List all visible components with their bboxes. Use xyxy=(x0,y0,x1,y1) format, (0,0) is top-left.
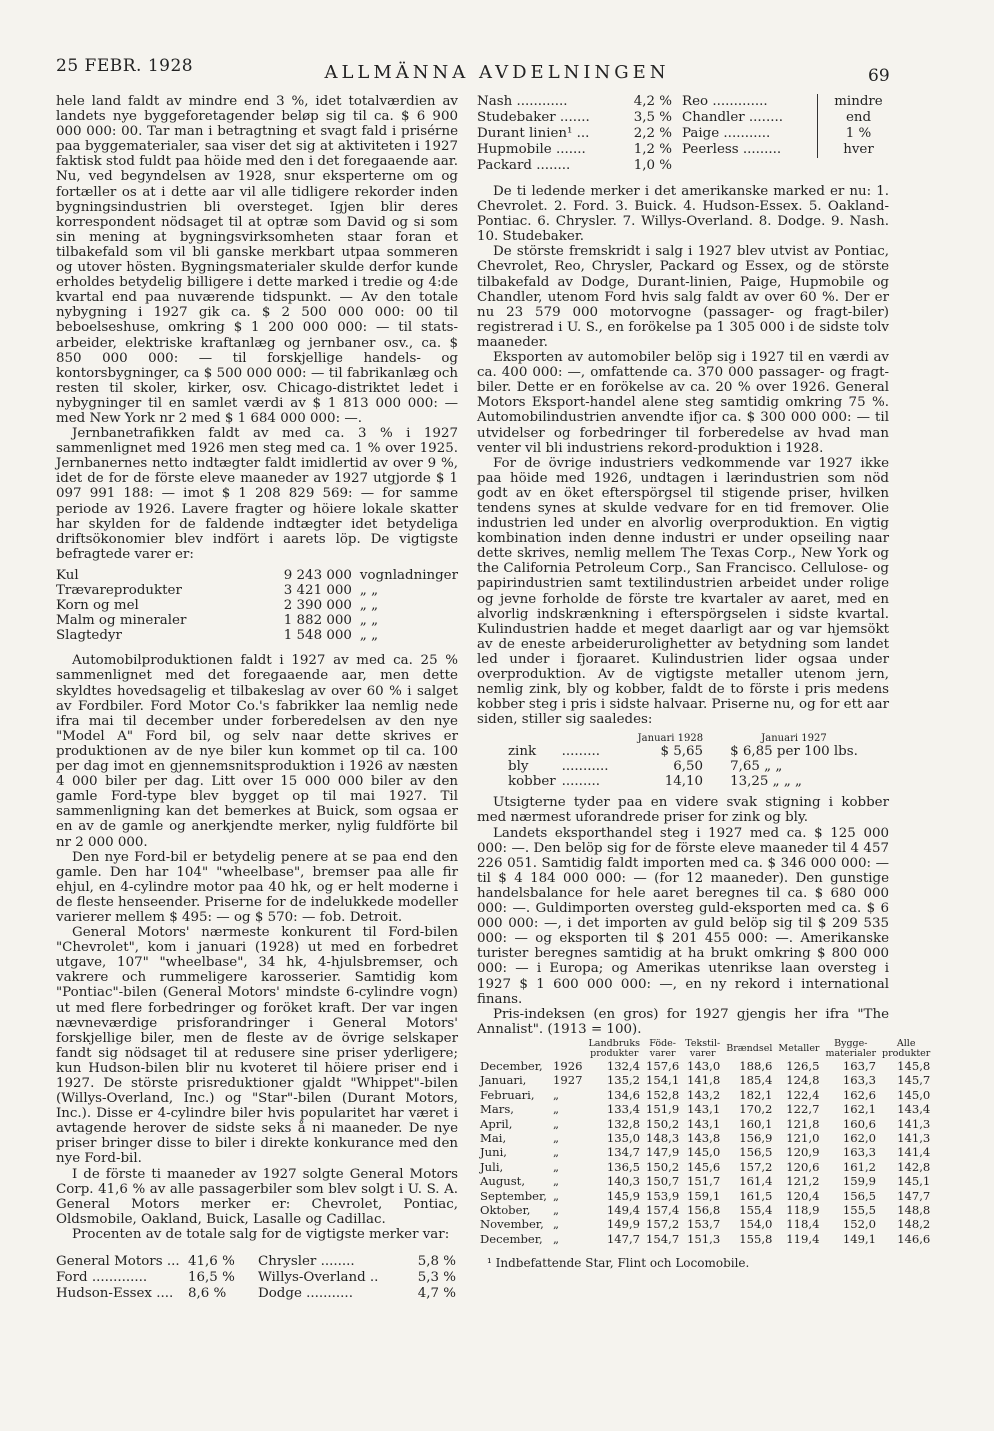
price-value: 148,8 xyxy=(897,1202,931,1217)
price-month: Februari, xyxy=(480,1087,535,1102)
price-value: 145,8 xyxy=(897,1058,931,1073)
metal-1927: $ 6,85 per 100 lbs. xyxy=(730,744,858,760)
brand-name: Reo ............. xyxy=(682,94,768,109)
price-row xyxy=(477,1160,933,1174)
price-value: 120,6 xyxy=(786,1159,820,1174)
brand-name: Peerless ......... xyxy=(682,142,782,157)
price-value: 160,1 xyxy=(739,1116,773,1131)
freight-unit: „ „ xyxy=(359,613,379,629)
metal-name: kobber xyxy=(508,774,556,790)
price-value: 156,5 xyxy=(842,1188,877,1203)
price-value: 162,6 xyxy=(842,1087,877,1102)
price-col-header: Alle produkter xyxy=(882,1037,931,1059)
metal-1927: 7,65 „ „ xyxy=(730,759,783,775)
price-value: 150,7 xyxy=(646,1174,680,1189)
price-value: 143,2 xyxy=(687,1087,721,1102)
share-brand: Hudson-Essex .... xyxy=(56,1286,174,1302)
price-value: 121,2 xyxy=(786,1174,820,1189)
price-value: 143,8 xyxy=(687,1130,721,1145)
price-year: „ xyxy=(552,1217,559,1232)
price-value: 121,8 xyxy=(786,1116,820,1131)
freight-row xyxy=(56,583,458,598)
price-value: 154,0 xyxy=(739,1217,773,1232)
price-value: 122,7 xyxy=(786,1102,820,1117)
price-value: 145,6 xyxy=(687,1159,721,1174)
metal-name: bly xyxy=(508,759,529,775)
paragraph-sales-progress: De störste fremskridt i salg i 1927 blev utvist av Pontiac, Chevrolet, Reo, Chrysler, Packard og Essex, og de störste tilbakefald av Dodge, Durant-linien, Paige, Hupmobile og Chandler, utenom Ford hvis salg faldt av over 60 %. Der er nu 23 579 000 motorvogne (passager- og fragt-biler) registrerad i U. S., en forökelse pa 1 305 000 i de sidste tolv maaneder. xyxy=(477,244,889,350)
price-value: 142,8 xyxy=(897,1159,931,1174)
brand-row xyxy=(477,110,672,126)
brand-name: Packard ........ xyxy=(477,158,571,173)
share-brand: Willys-Overland .. xyxy=(258,1270,379,1286)
brand-pct: 4,2 % xyxy=(633,94,672,109)
price-value: 161,4 xyxy=(739,1174,773,1189)
brand-row-small xyxy=(682,94,818,110)
price-value: 152,8 xyxy=(646,1087,680,1102)
price-value: 159,9 xyxy=(842,1174,877,1189)
brand-pct: 1,2 % xyxy=(633,142,672,157)
brand-pct: 1,0 % xyxy=(633,158,672,173)
section-title: ALLMÄNNA AVDELNINGEN xyxy=(324,62,670,83)
brand-row xyxy=(477,142,672,158)
freight-value: 2 390 000 xyxy=(283,598,352,614)
freight-value: 9 243 000 xyxy=(283,567,352,583)
price-value: 135,0 xyxy=(606,1130,641,1145)
price-month: Juli, xyxy=(480,1159,504,1174)
price-year: „ xyxy=(552,1087,559,1102)
price-value: 126,5 xyxy=(786,1058,820,1073)
price-value: 163,3 xyxy=(842,1145,877,1160)
price-value: 141,3 xyxy=(897,1130,931,1145)
price-row xyxy=(477,1088,933,1102)
price-value: 120,9 xyxy=(786,1145,820,1160)
price-value: 154,7 xyxy=(646,1231,680,1246)
price-row xyxy=(477,1217,933,1231)
brand-row-small xyxy=(682,126,818,142)
share-row xyxy=(56,1254,458,1270)
freight-table xyxy=(56,568,458,643)
price-row xyxy=(477,1232,933,1246)
paragraph-auto-production: Automobilproduktionen faldt i 1927 av med ca. 25 % sammenlignet med det foregaaende aar, men dette skyldtes hovedsagelig et tilbakeslag av over 60 % i salget av Fordbiler. Ford Motor Co.'s fabrikker laa nemlig nede ifra mai til december under forberedelsen av den nye "Model A" Ford bil, og selv naar dette skrives er produktionen av de nye biler kun kommet op til ca. 100 per dag imot en gjennemsnitsproduktion i 1926 av næsten 4 000 biler per dag. Litt over 15 000 000 biler av den gamle Ford-type blev bygget op til mai 1927. Til sammenligning kan det bemerkes at Buick, som ogsaa er en av de gamle og anerkjendte merker, nylig fuldförte bil nr 2 000 000. xyxy=(56,653,458,850)
price-value: 182,1 xyxy=(739,1087,773,1102)
price-value: 155,4 xyxy=(739,1202,773,1217)
right-column xyxy=(477,94,931,1271)
share-pct: 8,6 % xyxy=(188,1286,227,1302)
price-value: 133,4 xyxy=(606,1102,641,1117)
paragraph-gm-sales: I de förste ti maaneder av 1927 solgte General Motors Corp. 41,6 % av alle passagerbiler som blev solgt i U. S. A. General Motors merker er: Chevrolet, Pontiac, Oldsmobile, Oakland, Buick, Lasalle og Cadillac. xyxy=(56,1166,458,1227)
metal-name: zink xyxy=(508,744,537,760)
price-index-table xyxy=(477,1039,933,1246)
price-value: 149,9 xyxy=(606,1217,641,1232)
price-value: 143,1 xyxy=(687,1102,721,1117)
paragraph-copper-outlook: Utsigterne tyder paa en videre svak stigning i kobber med nærmest uforandrede priser for zink og bly. xyxy=(477,795,889,826)
price-year: „ xyxy=(552,1202,559,1217)
price-value: 149,4 xyxy=(606,1202,641,1217)
price-col-header: Föde-varer xyxy=(649,1037,676,1059)
price-value: 143,1 xyxy=(687,1116,721,1131)
paragraph-price-index-intro: Pris-indeksen (en gros) for 1927 gjengis her ifra "The Annalist". (1913 = 100). xyxy=(477,1006,889,1037)
price-col-header xyxy=(550,1039,586,1059)
brand-share-block xyxy=(477,94,889,174)
left-column xyxy=(56,94,458,1302)
share-pct: 41,6 % xyxy=(188,1254,235,1270)
brand-name: Chandler ........ xyxy=(682,110,783,125)
price-value: 161,2 xyxy=(842,1159,877,1174)
price-value: 160,6 xyxy=(842,1116,877,1131)
issue-date: 25 FEBR. 1928 xyxy=(56,56,194,76)
price-value: 147,9 xyxy=(646,1145,680,1160)
price-value: 122,4 xyxy=(786,1087,820,1102)
paragraph-trade-balance: Landets eksporthandel steg i 1927 med ca. $ 125 000 000: —. Den belöp sig for de förste eleve maaneder til 4 457 226 051. Samtidig faldt importen med ca. $ 346 000 000: — til $ 4 184 000 000: — (for 12 maaneder). Den gunstige handelsbalance for hele aaret beregnes til ca. $ 680 000 000: —. Guldimporten oversteg guld-eksporten med ca. $ 6 000 000: —, i det importen av guld belöp sig til $ 209 535 000: — og eksporten til $ 201 455 000: —. Amerikanske turister beregnes samtidig at ha brukt omkring $ 800 000 000: — i Europa; og Amerikas utenrikse laan oversteg i 1927 $ 1 600 000 000: —, en ny rekord i international finans. xyxy=(477,825,889,1007)
brand-name: Durant linien¹ ... xyxy=(477,126,590,141)
price-value: 147,7 xyxy=(897,1188,931,1203)
price-row xyxy=(477,1102,933,1116)
price-value: 145,1 xyxy=(897,1174,931,1189)
price-value: 161,5 xyxy=(739,1188,773,1203)
price-value: 157,6 xyxy=(646,1058,680,1073)
price-month: Mai, xyxy=(480,1130,507,1145)
freight-row xyxy=(56,598,458,613)
price-value: 118,4 xyxy=(786,1217,820,1232)
share-brand: Ford ............. xyxy=(56,1270,148,1286)
price-row xyxy=(477,1203,933,1217)
price-row xyxy=(477,1059,933,1073)
metal-row xyxy=(505,774,861,789)
price-value: 132,8 xyxy=(606,1116,641,1131)
price-row xyxy=(477,1145,933,1159)
price-month: December, xyxy=(480,1058,543,1073)
freight-unit: „ „ xyxy=(359,598,379,614)
price-value: 118,9 xyxy=(786,1202,820,1217)
price-value: 151,9 xyxy=(646,1102,680,1117)
page-number: 69 xyxy=(868,66,890,86)
price-value: 153,7 xyxy=(687,1217,721,1232)
price-col-header: Bygge-materialer xyxy=(825,1037,877,1059)
price-value: 163,7 xyxy=(842,1058,877,1073)
metal-1928: 6,50 xyxy=(673,759,704,775)
brace-note: mindre end 1 % hver xyxy=(834,94,883,157)
price-month: Oktober, xyxy=(480,1202,531,1217)
freight-item: Malm og mineraler xyxy=(56,613,187,629)
price-year: „ xyxy=(552,1145,559,1160)
price-value: 143,4 xyxy=(897,1102,931,1117)
price-value: 135,2 xyxy=(606,1073,641,1088)
price-value: 151,3 xyxy=(687,1231,721,1246)
price-month: Mars, xyxy=(480,1102,514,1117)
share-row xyxy=(56,1270,458,1286)
share-pct: 16,5 % xyxy=(188,1270,235,1286)
paragraph-auto-export: Eksporten av automobiler belöp sig i 1927 til en værdi av ca. 400 000: —, omfattende ca. 370 000 passager- og fragt-biler. Dette er en forökelse av ca. 20 % over 1926. General Motors Eksport-handel alene steg samtidig omkring 75 %. Automobilindustrien anvendte ifjor ca. $ 300 000 000: — til utvidelser og forbedringer til forberedelse av hvad man venter vil bli industriens rekord-produktion i 1928. xyxy=(477,350,889,456)
price-value: 149,1 xyxy=(842,1231,877,1246)
metal-1927: 13,25 „ „ „ xyxy=(730,774,802,790)
brand-name: Paige ........... xyxy=(682,126,771,141)
price-row xyxy=(477,1189,933,1203)
price-value: 120,4 xyxy=(786,1188,820,1203)
price-value: 155,5 xyxy=(842,1202,877,1217)
brand-pct: 3,5 % xyxy=(633,110,672,125)
brand-name: Studebaker ....... xyxy=(477,110,590,125)
price-value: 154,1 xyxy=(646,1073,680,1088)
price-value: 124,8 xyxy=(786,1073,820,1088)
price-col-header: Metaller xyxy=(778,1042,820,1054)
price-year: „ xyxy=(552,1174,559,1189)
price-value: 121,0 xyxy=(786,1130,820,1145)
share-pct: 4,7 % xyxy=(417,1286,456,1302)
share-brand: General Motors ... xyxy=(56,1254,180,1270)
freight-unit: „ „ xyxy=(359,628,379,644)
share-brand: Chrysler ........ xyxy=(258,1254,355,1270)
price-value: 145,9 xyxy=(606,1188,641,1203)
price-value: 134,6 xyxy=(606,1087,641,1102)
metal-dots: ......... xyxy=(561,744,600,760)
freight-row xyxy=(56,568,458,583)
price-value: 143,0 xyxy=(687,1058,721,1073)
brand-row-small xyxy=(682,142,818,158)
price-year: „ xyxy=(552,1130,559,1145)
share-pct: 5,8 % xyxy=(417,1254,456,1270)
brand-pct: 2,2 % xyxy=(633,126,672,141)
price-year: „ xyxy=(552,1188,559,1203)
paragraph-new-ford: Den nye Ford-bil er betydelig penere at se paa end den gamle. Den har 104" "wheelbase", bremser paa alle fir ehjul, en 4-cylindre motor paa 40 hk, og er helt moderne i de fleste henseender. Priserne for de indelukkede modeller varierer mellem $ 495: — og $ 570: — fob. Detroit. xyxy=(56,849,458,925)
price-value: 140,3 xyxy=(606,1174,641,1189)
price-year: 1927 xyxy=(552,1073,583,1088)
footnote: ¹ Indbefattende Star, Flint och Locomobile. xyxy=(487,1256,750,1271)
price-year: „ xyxy=(552,1116,559,1131)
price-value: 162,0 xyxy=(842,1130,877,1145)
market-share-table xyxy=(56,1254,458,1302)
price-month: Januari, xyxy=(480,1073,527,1088)
price-value: 159,1 xyxy=(687,1188,721,1203)
freight-unit: vognladninger xyxy=(359,567,458,583)
price-value: 188,6 xyxy=(739,1058,773,1073)
price-value: 162,1 xyxy=(842,1102,877,1117)
paragraph-other-industries: For de övrige industriers vedkommende var 1927 ikke paa höide med 1926, undtagen i lærindustrien som nöd godt av en öket efterspörgsel til stigende priser, hvilken tendens synes at skulde vedvare for en tid fremover. Olie industrien led under en alvorlig overproduktion. En vigtig kombination inden denne industri er under opseiling naar dette skrives, nemlig mellem The Texas Corp., New York og the California Petroleum Corp., San Francisco. Cellulose- og papirindustrien samt textilindustrien arbeidet under rolige og jevne forholde de förste tre kvartaler av aaret, med en alvorlig indskrænkning i efterspörgselen i sidste kvartal. Kulindustrien hadde et meget daarligt aar og var hjemsökt av de eneste arbeiderurolighetter av betydning som landet led under i fjoraaret. Kulindustrien lider ogsaa under overproduktion. Av de vigtigste metaller utenom jern, nemlig zink, bly og kobber, faldt de to förste i pris medens kobber steg i pris i sidste halvaar. Priserne nu, og for ett aar siden, stiller sig saaledes: xyxy=(477,455,889,728)
price-value: 153,9 xyxy=(646,1188,680,1203)
freight-unit: „ „ xyxy=(359,583,379,598)
price-value: 170,2 xyxy=(739,1102,773,1117)
price-month: April, xyxy=(480,1116,513,1131)
freight-item: Trævareprodukter xyxy=(56,583,182,598)
freight-value: 1 548 000 xyxy=(283,628,352,644)
price-value: 156,5 xyxy=(739,1145,773,1160)
freight-row xyxy=(56,613,458,628)
metal-row xyxy=(505,744,861,759)
price-month: Juni, xyxy=(480,1145,507,1160)
metal-dots: ........... xyxy=(561,759,609,775)
price-value: 119,4 xyxy=(786,1231,820,1246)
brand-row xyxy=(477,94,672,110)
price-month: November, xyxy=(480,1217,544,1232)
share-brand: Dodge ........... xyxy=(258,1286,353,1302)
share-pct: 5,3 % xyxy=(417,1270,456,1286)
price-month: December, xyxy=(480,1231,543,1246)
price-value: 163,3 xyxy=(842,1073,877,1088)
price-month: August, xyxy=(480,1174,526,1189)
price-row xyxy=(477,1174,933,1188)
freight-item: Korn og mel xyxy=(56,598,139,614)
price-value: 155,8 xyxy=(739,1231,773,1246)
metal-1928: $ 5,65 xyxy=(660,744,704,760)
price-year: „ xyxy=(552,1231,559,1246)
freight-value: 1 882 000 xyxy=(283,613,352,629)
price-value: 150,2 xyxy=(646,1116,680,1131)
price-value: 147,7 xyxy=(606,1231,641,1246)
price-year: „ xyxy=(552,1102,559,1117)
price-value: 136,5 xyxy=(606,1159,641,1174)
price-value: 150,2 xyxy=(646,1159,680,1174)
brand-name: Hupmobile ....... xyxy=(477,142,586,157)
price-value: 141,3 xyxy=(897,1116,931,1131)
price-value: 157,2 xyxy=(646,1217,680,1232)
price-value: 134,7 xyxy=(606,1145,641,1160)
paragraph-chevrolet: General Motors' nærmeste konkurent til Ford-bilen "Chevrolet", kom i januari (1928) ut med en forbedret utgave, 107" "wheelbase", 34 hk, 4-hjulsbremser, och vakrere och rummeligere karosserier. Samtidig kom "Pontiac"-bilen (General Motors' mindste 6-cylindre vogn) ut med flere forbedringer og foröket kraft. Der var ingen nævneværdige prisforandringer i General Motors' forskjellige biler, men de fleste av de övrige selskaper fandt sig nödsaget til at redusere sine priser yderligere; kun Hudson-bilen blir nu kvoteret til höiere priser end i 1927. De störste prisreduktioner gjaldt "Whippet"-bilen (Willys-Overland, Inc.) og "Star"-bilen (Durant Motors, Inc.). Disse er 4-cylindre biler hvis popularitet har været i avtagende herover de sidste seks å ni maaneder. De nye priser bringer disse to biler i direkte konkurance med den nye Ford-bil. xyxy=(56,925,458,1167)
price-year: „ xyxy=(552,1159,559,1174)
freight-row xyxy=(56,628,458,643)
metal-row xyxy=(505,759,861,774)
price-value: 145,0 xyxy=(897,1087,931,1102)
metal-head-1928: Januari 1928 xyxy=(637,733,704,745)
price-col-header: Landbruks produkter xyxy=(588,1037,641,1059)
paragraph-construction: hele land faldt av mindre end 3 %, idet totalværdien av landets nye byggeforetagender beløp sig til ca. $ 6 900 000 000: 00. Tar man i betragtning et svagt fald i prisérne paa byggematerialer, saa viser det sig at aktiviteten i 1927 faktisk stod fuldt paa höide med den i det foregaaende aar. Nu, ved begyndelsen av 1928, snur eksperterne om og fortæller os at i dette aar vil alle tidligere rekorder inden bygningsindustrien bli oversteget. Igjen blir deres korrespondent nödsaget til at optræ som David og si som sin mening at bygningsvirksomheten staar foran et tilbakefald som vil bli ganske merkbart utpaa sommeren og utover hösten. Bygningsmaterialer skulde derfor kunde erholdes betydelig billigere i dette marked i tredie og 4:de kvartal end paa nuværende tidspunkt. — Av den totale nybygning i 1927 gik ca. $ 2 500 000 000: 00 til beboelseshuse, omkring $ 1 200 000 000: — til stats-arbeider, elektriske kraftanlæg og jernbaner osv., ca. $ 850 000 000: — til forskjellige handels- og kontorsbygninger, ca $ 500 000 000: — til fabrikanlæg och resten til skoler, kirker, osv. Chicago-distriktet ledet i nybygninger til en samlet værdi av $ 1 813 000 000: — med New York nr 2 med $ 1 684 000 000: —. xyxy=(56,94,458,426)
price-value: 141,8 xyxy=(687,1073,721,1088)
metal-head-1927: Januari 1927 xyxy=(761,733,827,745)
price-value: 145,7 xyxy=(897,1073,931,1088)
price-row xyxy=(477,1131,933,1145)
brand-row xyxy=(477,126,672,142)
price-value: 132,4 xyxy=(606,1058,641,1073)
price-month: September, xyxy=(480,1188,547,1203)
price-value: 141,4 xyxy=(897,1145,931,1160)
paragraph-top-ten: De ti ledende merker i det amerikanske marked er nu: 1. Chevrolet. 2. Ford. 3. Buick. 4. Hudson-Essex. 5. Oakland-Pontiac. 6. Chrysler. 7. Willys-Overland. 8. Dodge. 9. Nash. 10. Studebaker. xyxy=(477,184,889,245)
price-value: 157,2 xyxy=(739,1159,773,1174)
price-col-header: Brændsel xyxy=(726,1042,773,1054)
freight-item: Slagtedyr xyxy=(56,628,122,644)
brand-row-small xyxy=(682,110,818,126)
price-value: 148,3 xyxy=(646,1130,680,1145)
paragraph-railways: Jernbanetrafikken faldt av med ca. 3 % i 1927 sammenlignet med 1926 men steg med ca. 1 % over 1925. Jernbanernes netto indtægter faldt imidlertid av over 9 %, idet de for de förste eleve maaneder av 1927 utgjorde $ 1 097 991 188: — imot $ 1 208 829 569: — for samme periode av 1926. Lavere fragter og höiere lokale skatter har skylden for de faldende indtægter idet betydeliga driftsökonomier blev indfört i aarets löp. De vigtigste befragtede varer er: xyxy=(56,426,458,562)
price-value: 146,6 xyxy=(897,1231,931,1246)
price-col-header xyxy=(477,1039,550,1059)
brand-row xyxy=(477,158,672,174)
price-value: 145,0 xyxy=(687,1145,721,1160)
price-value: 156,8 xyxy=(687,1202,721,1217)
price-value: 185,4 xyxy=(739,1073,773,1088)
metal-prices-table xyxy=(505,733,861,789)
price-row xyxy=(477,1117,933,1131)
price-value: 156,9 xyxy=(739,1130,773,1145)
metal-dots: ......... xyxy=(561,774,600,790)
share-row xyxy=(56,1286,458,1302)
price-value: 152,0 xyxy=(842,1217,877,1232)
price-value: 148,2 xyxy=(897,1217,931,1232)
price-year: 1926 xyxy=(552,1058,583,1073)
price-value: 157,4 xyxy=(646,1202,680,1217)
price-row xyxy=(477,1073,933,1087)
price-value: 151,7 xyxy=(687,1174,721,1189)
brand-name: Nash ............ xyxy=(477,94,568,109)
freight-value: 3 421 000 xyxy=(283,583,352,598)
metal-1928: 14,10 xyxy=(664,774,704,790)
freight-item: Kul xyxy=(56,567,79,583)
price-col-header: Tekstil-varer xyxy=(685,1037,721,1059)
paragraph-share-intro: Procenten av de totale salg for de vigtigste merker var: xyxy=(72,1226,450,1242)
